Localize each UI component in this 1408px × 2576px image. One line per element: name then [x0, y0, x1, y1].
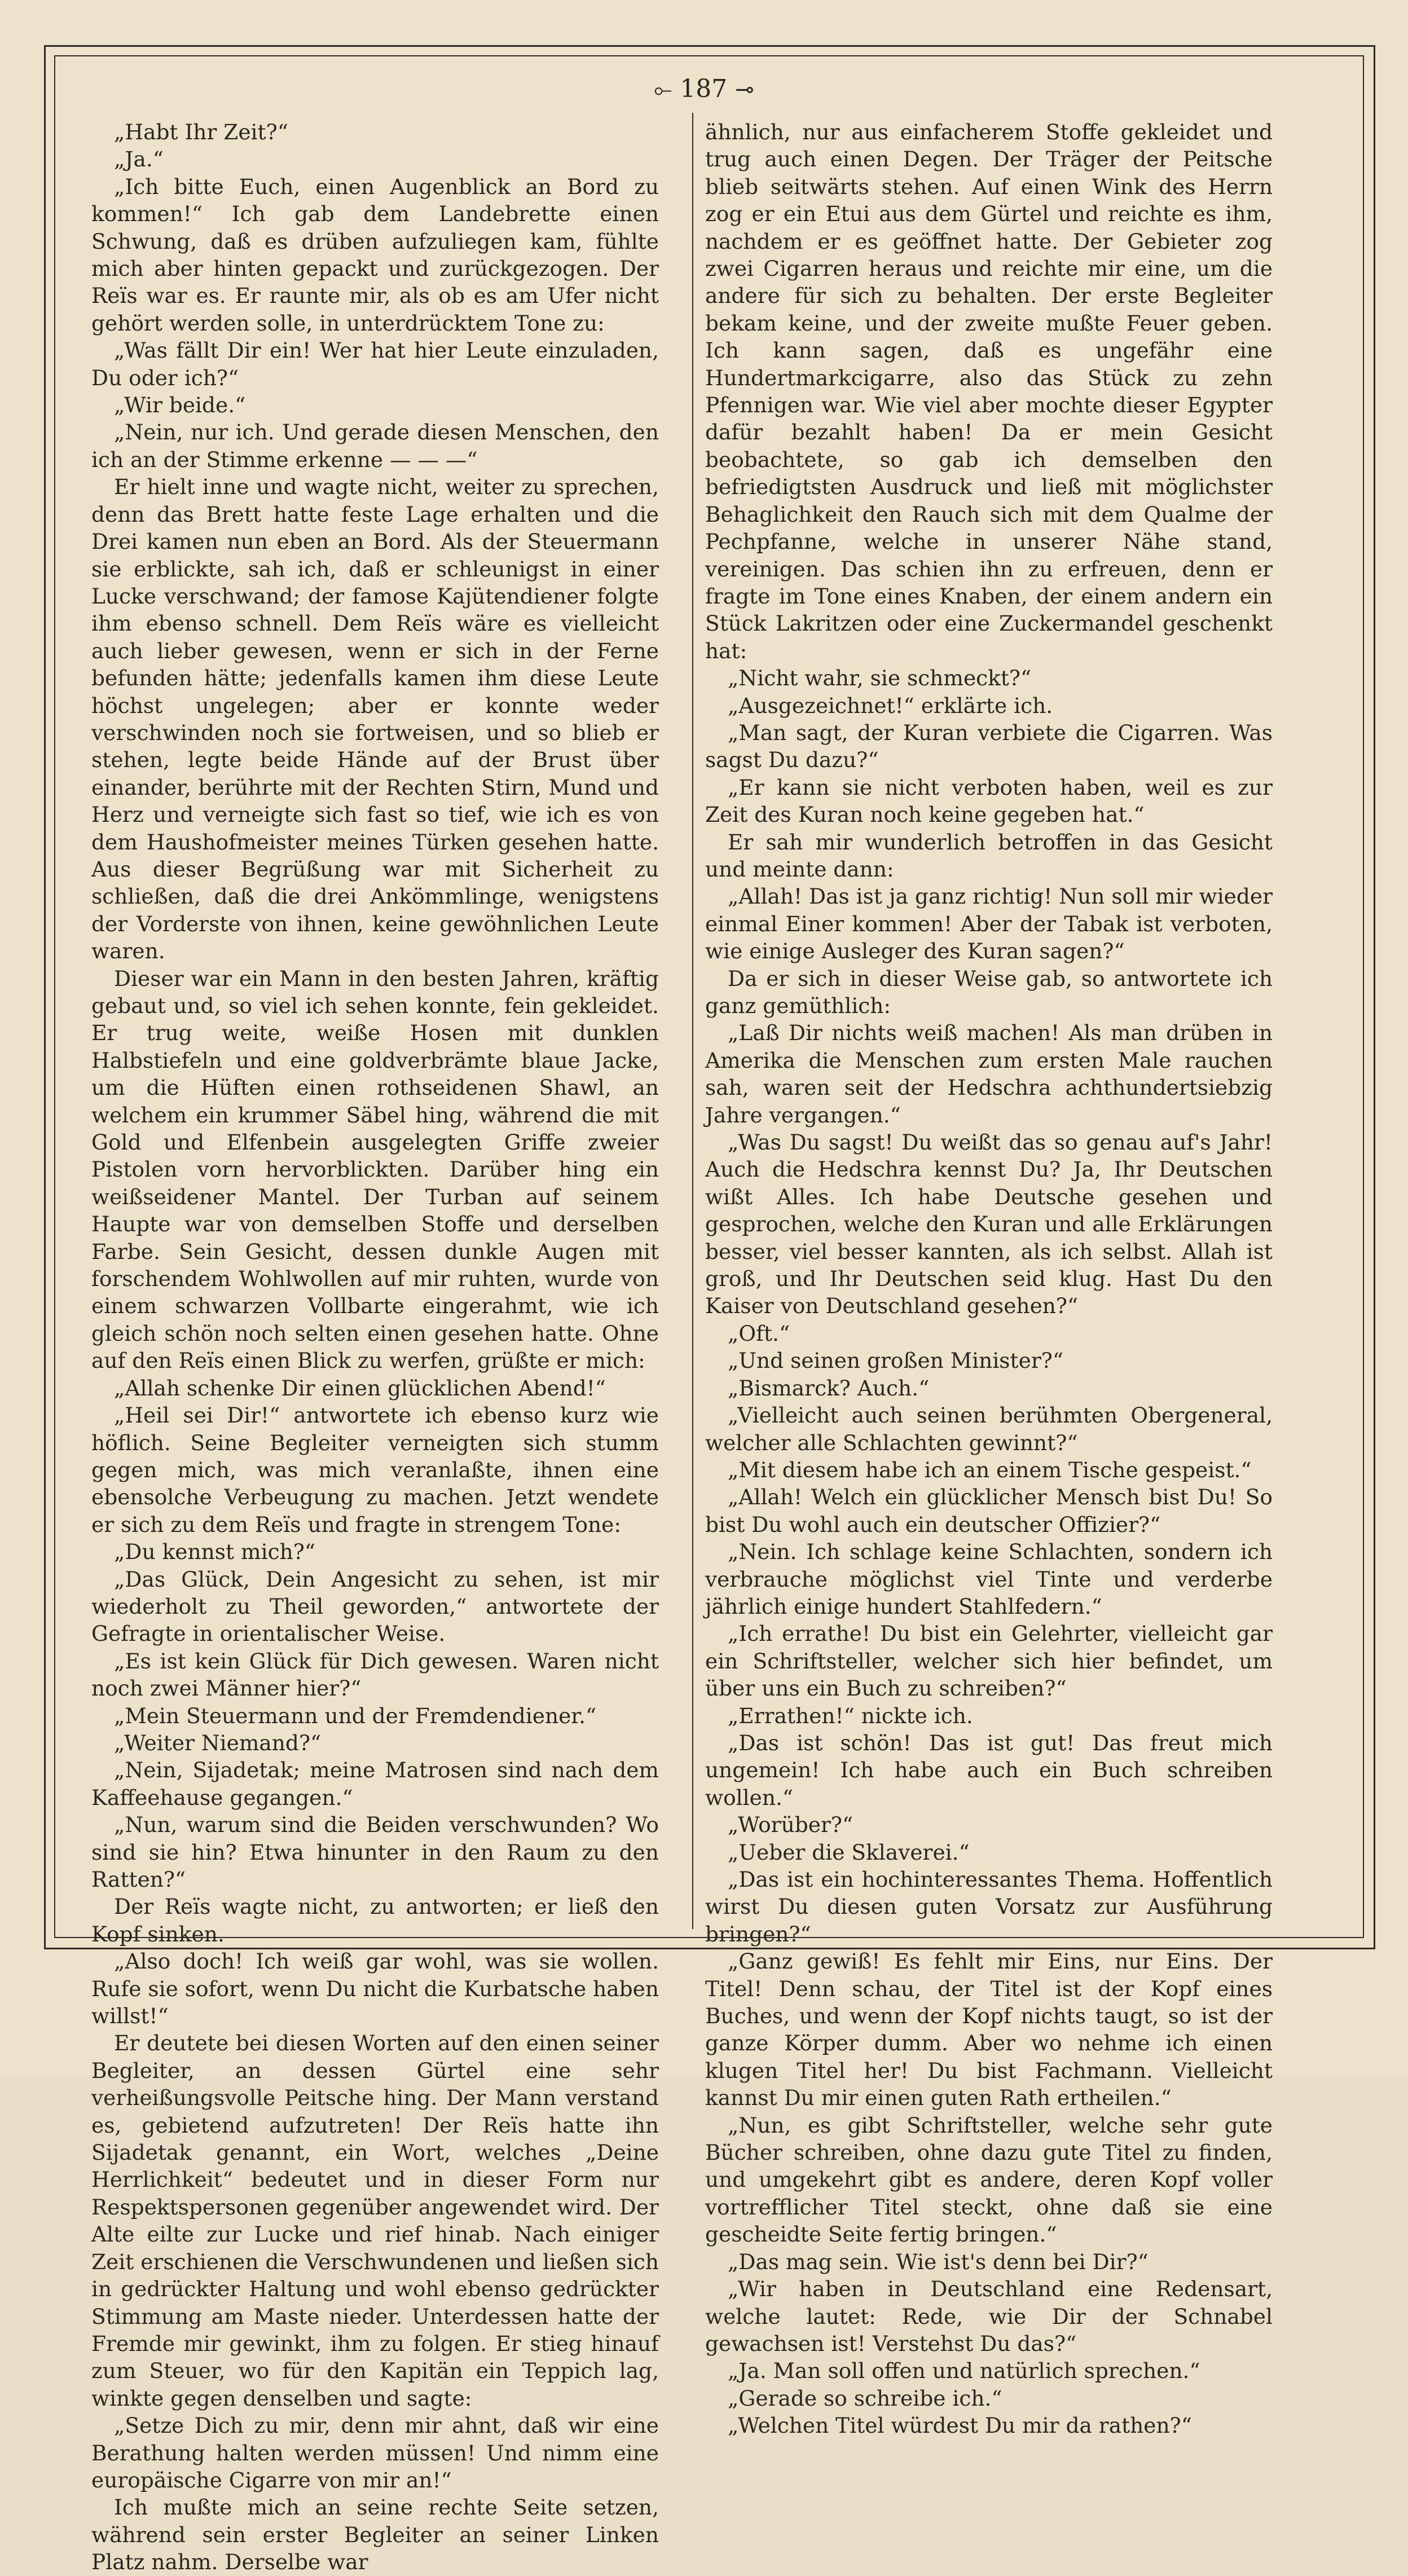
paragraph: „Heil sei Dir!“ antwortete ich ebenso kurz wie höflich. Seine Begleiter verneigten sich stumm gegen mich, was mich veranlaßte, ihnen eine ebensolche Verbeugung zu machen. Jetzt wendete er sich zu dem Reïs und fragte in strengem Tone:: [91, 1403, 659, 1537]
paragraph: „Nein, Sijadetak; meine Matrosen sind nach dem Kaffeehause gegangen.“: [91, 1758, 659, 1810]
page-number: 187: [680, 74, 728, 103]
paragraph: „Mit diesem habe ich an einem Tische gespeist.“: [728, 1457, 1252, 1482]
paragraph: „Das ist schön! Das ist gut! Das freut mich ungemein! Ich habe auch ein Buch schreiben wollen.“: [705, 1730, 1273, 1810]
paragraph: „Ja. Man soll offen und natürlich sprechen.“: [728, 2358, 1200, 2384]
paragraph: Der Reïs wagte nicht, zu antworten; er ließ den Kopf sinken.: [91, 1894, 659, 1947]
paragraph: „Weiter Niemand?“: [114, 1730, 322, 1755]
paragraph: „Wir haben in Deutschland eine Redensart, welche lautet: Rede, wie Dir der Schnabel gewachsen ist! Verstehst Du das?“: [705, 2276, 1273, 2356]
paragraph: „Ich bitte Euch, einen Augenblick an Bord zu kommen!“ Ich gab dem Landebrette einen Schwung, daß es drüben aufzuliegen kam, fühlte mich aber hinten gepackt und zurückgezogen. Der Reïs war es. Er raunte mir, als ob es am Ufer nicht gehört werden solle, in unterdrücktem Tone zu:: [91, 174, 659, 336]
paragraph: „Welchen Titel würdest Du mir da rathen?“: [728, 2413, 1192, 2438]
paragraph: Er deutete bei diesen Worten auf den einen seiner Begleiter, an dessen Gürtel eine sehr verheißungsvolle Peitsche hing. Der Mann verstand es, gebietend aufzutreten! Der Reïs hatte ihn Sijadetak genannt, ein Wort, welches „Deine Herrlichkeit“ bedeutet und in dieser Form nur Respektspersonen gegenüber angewendet wird. Der Alte eilte zur Lucke und rief hinab. Nach einiger Zeit erschienen die Verschwundenen und ließen sich in gedrückter Haltung und wohl ebenso gedrückter Stimmung am Maste nieder. Unterdessen hatte der Fremde mir gewinkt, ihm zu folgen. Er stieg hinauf zum Steuer, wo für den Kapitän ein Teppich lag, winkte gegen denselben und sagte:: [91, 2031, 659, 2411]
left-column: [91, 118, 659, 2576]
paragraph: „Setze Dich zu mir, denn mir ahnt, daß wir eine Berathung halten werden müssen! Und nimm eine europäische Cigarre von mir an!“: [91, 2413, 659, 2493]
paragraph: „Ausgezeichnet!“ erklärte ich.: [728, 693, 1053, 718]
paragraph: „Was fällt Dir ein! Wer hat hier Leute einzuladen, Du oder ich?“: [91, 338, 659, 390]
paragraph: „Laß Dir nichts weiß machen! Als man drüben in Amerika die Menschen zum ersten Male rauchen sah, waren seit der Hedschra achthundertsiebzig Jahre vergangen.“: [705, 1020, 1273, 1128]
paragraph: „Nein, nur ich. Und gerade diesen Menschen, den ich an der Stimme erkenne — — —“: [91, 420, 659, 472]
paragraph: „Das mag sein. Wie ist's denn bei Dir?“: [728, 2249, 1149, 2274]
paragraph: Dieser war ein Mann in den besten Jahren, kräftig gebaut und, so viel ich sehen konnte, fein gekleidet. Er trug weite, weiße Hosen mit dunklen Halbstiefeln und eine goldverbrämte blaue Jacke, um die Hüften einen rothseidenen Shawl, an welchem ein krummer Säbel hing, während die mit Gold und Elfenbein ausgelegten Griffe zweier Pistolen vorn hervorblickten. Darüber hing ein weißseidener Mantel. Der Turban auf seinem Haupte war von demselben Stoffe und derselben Farbe. Sein Gesicht, dessen dunkle Augen mit forschendem Wohlwollen auf mir ruhten, wurde von einem schwarzen Vollbarte eingerahmt, wie ich gleich schön noch selten einen gesehen hatte. Ohne auf den Reïs einen Blick zu werfen, grüßte er mich:: [91, 966, 659, 1373]
paragraph: „Nicht wahr, sie schmeckt?“: [728, 666, 1032, 691]
paragraph: ähnlich, nur aus einfacherem Stoffe gekleidet und trug auch einen Degen. Der Träger der Peitsche blieb seitwärts stehen. Auf einen Wink des Herrn zog er ein Etui aus dem Gürtel und reichte es ihm, nachdem er es geöffnet hatte. Der Gebieter zog zwei Cigarren heraus und reichte mir eine, um die andere für sich zu behalten. Der erste Begleiter bekam keine, und der zweite mußte Feuer geben. Ich kann sagen, daß es ungefähr eine Hundertmarkcigarre, also das Stück zu zehn Pfennigen war. Wie viel aber mochte dieser Egypter dafür bezahlt haben! Da er mein Gesicht beobachtete, so gab ich demselben den befriedigtsten Ausdruck und ließ mit möglichster Behaglichkeit den Rauch sich mit dem Qualme der Pechpfanne, welche in unserer Nähe stand, vereinigen. Das schien ihn zu erfreuen, denn er fragte im Tone eines Knaben, der einem andern ein Stück Lakritzen oder eine Zuckermandel geschenkt hat:: [705, 120, 1273, 663]
paragraph: „Bismarck? Auch.“: [728, 1375, 930, 1401]
paragraph: „Ueber die Sklaverei.“: [728, 1839, 970, 1865]
paragraph: „Vielleicht auch seinen berühmten Obergeneral, welcher alle Schlachten gewinnt?“: [705, 1403, 1273, 1455]
paragraph: „Allah! Das ist ja ganz richtig! Nun soll mir wieder einmal Einer kommen! Aber der Tabak ist verboten, wie einige Ausleger des Kuran sagen?“: [705, 884, 1273, 964]
paragraph: Ich mußte mich an seine rechte Seite setzen, während sein erster Begleiter an seiner Linken Platz nahm. Derselbe war: [91, 2495, 659, 2575]
paragraph: „Worüber?“: [728, 1812, 853, 1838]
column-divider: [692, 113, 693, 1929]
paragraph: „Es ist kein Glück für Dich gewesen. Waren nicht noch zwei Männer hier?“: [91, 1648, 659, 1701]
paragraph: „Das Glück, Dein Angesicht zu sehen, ist mir wiederholt zu Theil geworden,“ antwortete der Gefragte in orientalischer Weise.: [91, 1566, 659, 1646]
paragraph: „Wir beide.“: [114, 393, 246, 418]
paragraph: „Ja.“: [114, 147, 164, 172]
paragraph: „Man sagt, der Kuran verbiete die Cigarren. Was sagst Du dazu?“: [705, 720, 1273, 773]
paragraph: „Mein Steuermann und der Fremdendiener.“: [114, 1703, 597, 1728]
paragraph: Da er sich in dieser Weise gab, so antwortete ich ganz gemüthlich:: [705, 966, 1273, 1018]
paragraph: „Du kennst mich?“: [114, 1539, 316, 1565]
paragraph: „Allah! Welch ein glücklicher Mensch bist Du! So bist Du wohl auch ein deutscher Offizier?“: [705, 1485, 1273, 1537]
paragraph: „Also doch! Ich weiß gar wohl, was sie wollen. Rufe sie sofort, wenn Du nicht die Kurbatsche haben willst!“: [91, 1949, 659, 2029]
paragraph: „Allah schenke Dir einen glücklichen Abend!“: [114, 1375, 606, 1401]
paragraph: „Ganz gewiß! Es fehlt mir Eins, nur Eins. Der Titel! Denn schau, der Titel ist der Kopf eines Buches, und wenn der Kopf nichts taugt, so ist der ganze Körper dumm. Aber wo nehme ich einen klugen Titel her! Du bist Fachmann. Vielleicht kannst Du mir einen guten Rath ertheilen.“: [705, 1949, 1273, 2111]
paragraph: „Er kann sie nicht verboten haben, weil es zur Zeit des Kuran noch keine gegeben hat.“: [705, 774, 1273, 827]
ornament-right-icon: ⊸: [735, 77, 754, 103]
paragraph: „Das ist ein hochinteressantes Thema. Hoffentlich wirst Du diesen guten Vorsatz zur Ausführung bringen?“: [705, 1867, 1273, 1947]
page-header: [0, 72, 1408, 106]
paragraph: „Ich errathe! Du bist ein Gelehrter, vielleicht gar ein Schriftsteller, welcher sich hier befindet, um über uns ein Buch zu schreiben?“: [705, 1621, 1273, 1701]
paragraph: „Oft.“: [728, 1320, 790, 1346]
paragraph: Er sah mir wunderlich betroffen in das Gesicht und meinte dann:: [705, 829, 1273, 882]
right-column: [705, 118, 1273, 2440]
paragraph: Er hielt inne und wagte nicht, weiter zu sprechen, denn das Brett hatte feste Lage erhalten und die Drei kamen nun eben an Bord. Als der Steuermann sie erblickte, sah ich, daß er schleunigst in einer Lucke verschwand; der famose Kajütendiener folgte ihm ebenso schnell. Dem Reïs wäre es vielleicht auch lieber gewesen, wenn er sich in der Ferne befunden hätte; jedenfalls kamen ihm diese Leute höchst ungelegen; aber er konnte weder verschwinden noch sie fortweisen, und so blieb er stehen, legte beide Hände auf der Brust über einander, berührte mit der Rechten Stirn, Mund und Herz und verneigte sich fast so tief, wie ich es von dem Haushofmeister meines Türken gesehen hatte. Aus dieser Begrüßung war mit Sicherheit zu schließen, daß die drei Ankömmlinge, wenigstens der Vorderste von ihnen, keine gewöhnlichen Leute waren.: [91, 474, 659, 964]
paragraph: „Was Du sagst! Du weißt das so genau auf's Jahr! Auch die Hedschra kennst Du? Ja, Ihr Deutschen wißt Alles. Ich habe Deutsche gesehen und gesprochen, welche den Kuran und alle Erklärungen besser, viel besser kannten, als ich selbst. Allah ist groß, und Ihr Deutschen seid klug. Hast Du den Kaiser von Deutschland gesehen?“: [705, 1130, 1273, 1319]
paragraph: „Errathen!“ nickte ich.: [728, 1703, 973, 1728]
paragraph: „Und seinen großen Minister?“: [728, 1348, 1064, 1373]
paragraph: „Nein. Ich schlage keine Schlachten, sondern ich verbrauche möglichst viel Tinte und verderbe jährlich einige hundert Stahlfedern.“: [705, 1539, 1273, 1619]
paragraph: „Habt Ihr Zeit?“: [114, 120, 288, 144]
ornament-left-icon: ⟜: [654, 77, 672, 103]
paragraph: „Nun, es gibt Schriftsteller, welche sehr gute Bücher schreiben, ohne dazu gute Titel zu finden, und umgekehrt gibt es andere, deren Kopf voller vortrefflicher Titel steckt, ohne daß sie eine gescheidte Seite fertig bringen.“: [705, 2112, 1273, 2247]
paragraph: „Nun, warum sind die Beiden verschwunden? Wo sind sie hin? Etwa hinunter in den Raum zu den Ratten?“: [91, 1812, 659, 1892]
paragraph: „Gerade so schreibe ich.“: [728, 2385, 1002, 2411]
